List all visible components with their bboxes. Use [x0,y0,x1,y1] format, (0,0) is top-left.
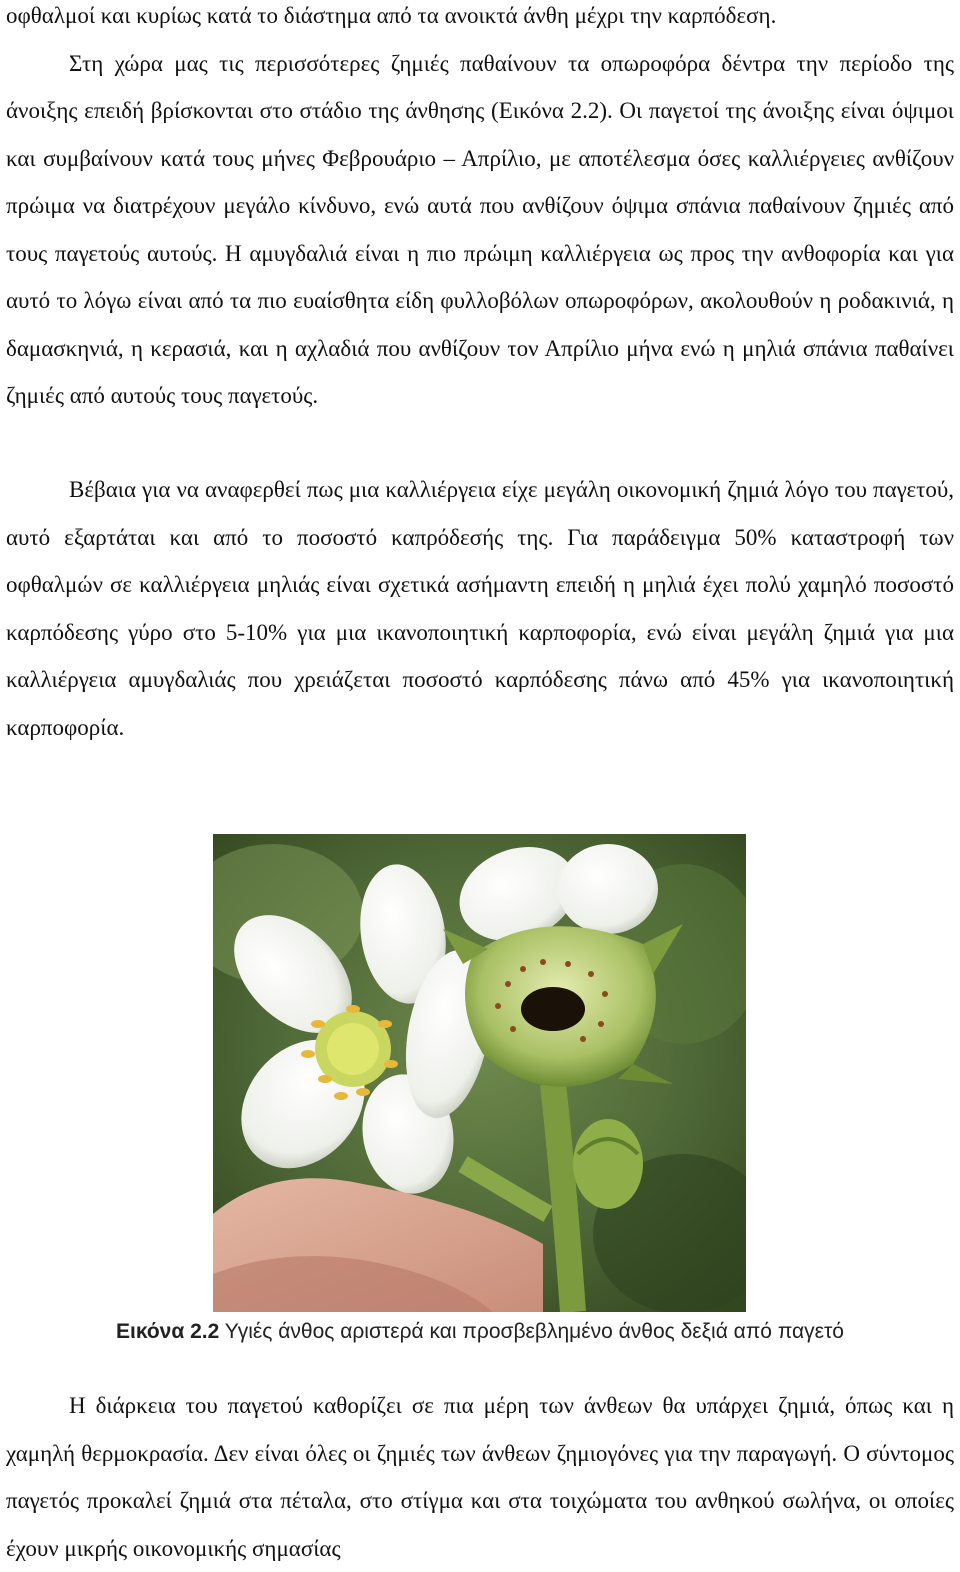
text-block-top [6,0,954,420]
text-block-bottom [6,1382,954,1572]
paragraph-spring-frost: Στη χώρα μας τις περισσότερες ζημιές παθαίνουν τα οπωροφόρα δέντρα την περίοδο της άνοιξης επειδή βρίσκονται στο στάδιο της άνθησης (Εικόνα 2.2). Οι παγετοί της άνοιξης είναι όψιμοι και συμβαίνουν κατά τους μήνες Φεβρουάριο – Απρίλιο, με αποτέλεσμα όσες καλλιέργειες ανθίζουν πρώιμα να διατρέχουν μεγάλο κίνδυνο, ενώ αυτά που ανθίζουν όψιμα σπάνια παθαίνουν ζημιές από τους παγετούς αυτούς. Η αμυγδαλιά είναι η πιο πρώιμη καλλιέργεια ως προς την ανθοφορία και για αυτό το λόγω είναι από τα πιο ευαίσθητα είδη φυλλοβόλων οπωροφόρων, ακολουθούν η ροδακινιά, η δαμασκηνιά, η κερασιά, και η αχλαδιά που ανθίζουν τον Απρίλιο μήνα ενώ η μηλιά σπάνια παθαίνει ζημιές από αυτούς τους παγετούς. [6,50,954,408]
figure-caption-label: Εικόνα 2.2 [116,1320,220,1343]
flower-photo [213,834,746,1312]
paragraph-fruit-set: Βέβαια για να αναφερθεί πως μια καλλιέργεια είχε μεγάλη οικονομική ζημιά λόγο του παγετού, αυτό εξαρτάται και από το ποσοστό καπρόδεσής της. Για παράδειγμα 50% καταστροφή των οφθαλμών σε καλλιέργεια μηλιάς είναι σχετικά ασήμαντη επειδή η μηλιά έχει πολύ χαμηλό ποσοστό καρπόδεσης γύρο στο 5-10% για μια ικανοποιητική καρποφορία, ενώ είναι μεγάλη ζημιά για μια καλλιέργεια αμυγδαλιάς που χρειάζεται ποσοστό καρπόδεσης πάνω από 45% για ικανοποιητική καρποφορία. [6,477,954,740]
figure-caption [6,1318,954,1346]
paragraph-frost-duration: Η διάρκεια του παγετού καθορίζει σε πια μέρη των άνθεων θα υπάρχει ζημιά, όπως και η χαμηλή θερμοκρασία. Δεν είναι όλες οι ζημιές των άνθεων ζημιογόνες για την παραγωγή. Ο σύντομος παγετός προκαλεί ζημιά στα πέταλα, στο στίγμα και στα τοιχώματα του ανθηκού σωλήνα, οι οποίες έχουν μικρής οικονομικής σημασίας [6,1393,954,1561]
text-block-middle [6,466,954,751]
figure-caption-text: Υγιές άνθος αριστερά και προσβεβλημένο άνθος δεξιά από παγετό [219,1320,844,1343]
paragraph-continuation: οφθαλμοί και κυρίως κατά το διάστημα από τα ανοικτά άνθη μέχρι την καρπόδεση. [6,3,777,28]
